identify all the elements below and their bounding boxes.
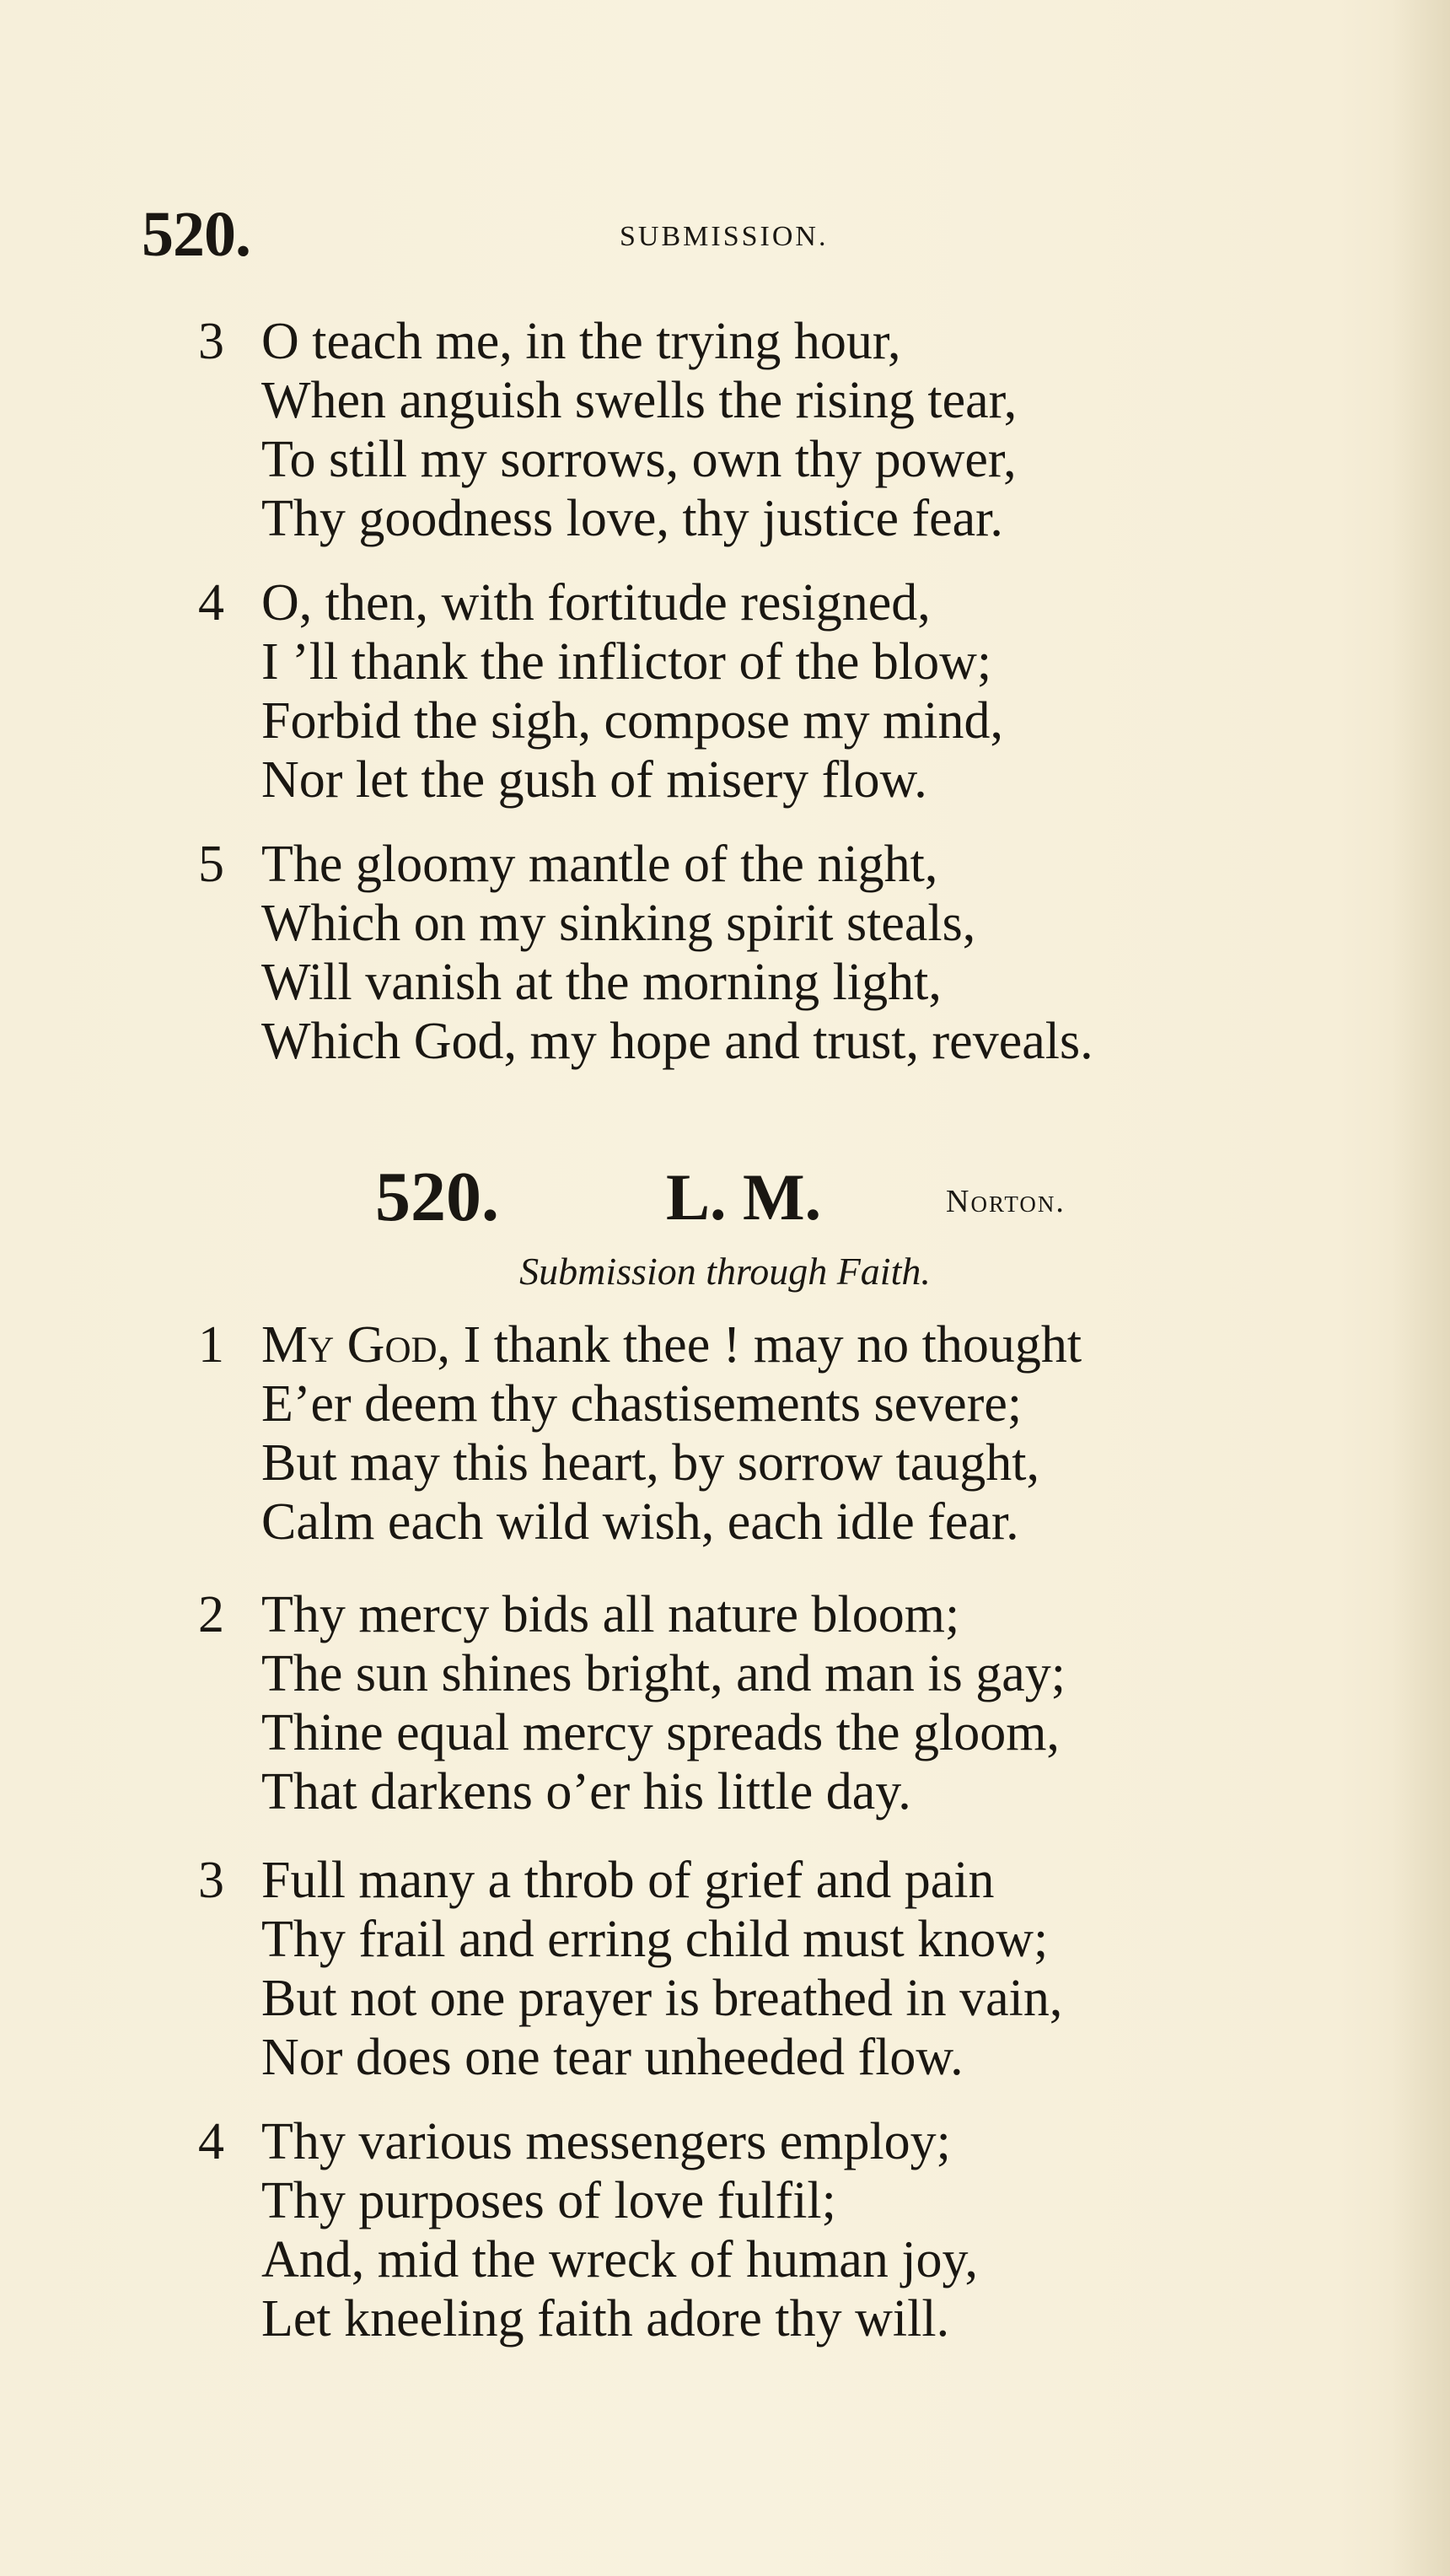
stanza-line: Nor let the gush of misery flow. [261, 751, 927, 809]
stanza-line: Which God, my hope and trust, reveals. [261, 1013, 1093, 1070]
stanza-first-line [261, 1315, 1082, 1374]
stanza-number: 1 [198, 1316, 224, 1374]
stanza-line: Which on my sinking spirit steals, [261, 895, 976, 952]
stanza-line: Thy purposes of love fulfil; [261, 2172, 836, 2229]
stanza-line: Thy frail and erring child must know; [261, 1911, 1049, 1968]
stanza-line: Thy goodness love, thy justice fear. [261, 490, 1003, 547]
stanza-line: That darkens o’er his little day. [261, 1763, 911, 1820]
stanza-number: 3 [198, 313, 224, 370]
hymn-meter: L. M. [666, 1160, 822, 1234]
stanza-number: 4 [198, 574, 224, 632]
stanza-line: The gloomy mantle of the night, [261, 836, 938, 893]
running-head [0, 201, 1450, 268]
stanza-number: 3 [198, 1852, 224, 1909]
small-caps-opening: My God, [261, 1316, 451, 1374]
stanza-number: 4 [198, 2113, 224, 2170]
stanza-number: 5 [198, 836, 224, 893]
stanza-line: But not one prayer is breathed in vain, [261, 1970, 1063, 2027]
stanza-line: I ’ll thank the inflictor of the blow; [261, 633, 992, 691]
stanza-line: Calm each wild wish, each idle fear. [261, 1493, 1019, 1551]
first-line-rest: I thank thee ! may no thought [450, 1316, 1082, 1374]
stanza-line: O, then, with fortitude resigned, [261, 574, 931, 632]
stanza-line: Thy various messengers employ; [261, 2113, 951, 2170]
stanza-line: Will vanish at the morning light, [261, 954, 942, 1011]
hymn-number: 520. [375, 1158, 499, 1236]
stanza-line: When anguish swells the rising tear, [261, 372, 1018, 429]
hymn-heading [0, 1159, 1450, 1235]
stanza-line: Full many a throb of grief and pain [261, 1852, 995, 1909]
hymn-subtitle: Submission through Faith. [519, 1250, 931, 1293]
stanza-line: To still my sorrows, own thy power, [261, 431, 1017, 488]
stanza-line: O teach me, in the trying hour, [261, 313, 901, 370]
page-edge-shadow [1391, 0, 1450, 2576]
page-number: 520. [142, 199, 250, 270]
stanza-line: Let kneeling faith adore thy will. [261, 2290, 950, 2347]
section-title: SUBMISSION. [620, 221, 829, 252]
stanza-line: Thy mercy bids all nature bloom; [261, 1586, 960, 1643]
stanza-line: E’er deem thy chastisements severe; [261, 1375, 1023, 1433]
stanza-line: The sun shines bright, and man is gay; [261, 1645, 1066, 1702]
stanza-line: And, mid the wreck of human joy, [261, 2231, 979, 2288]
hymn-author: Norton. [946, 1184, 1066, 1219]
stanza-line: Thine equal mercy spreads the gloom, [261, 1704, 1060, 1761]
stanza-number: 2 [198, 1586, 224, 1643]
stanza-line: Forbid the sigh, compose my mind, [261, 692, 1004, 750]
stanza-line: Nor does one tear unheeded flow. [261, 2029, 964, 2086]
stanza-line: But may this heart, by sorrow taught, [261, 1434, 1039, 1492]
